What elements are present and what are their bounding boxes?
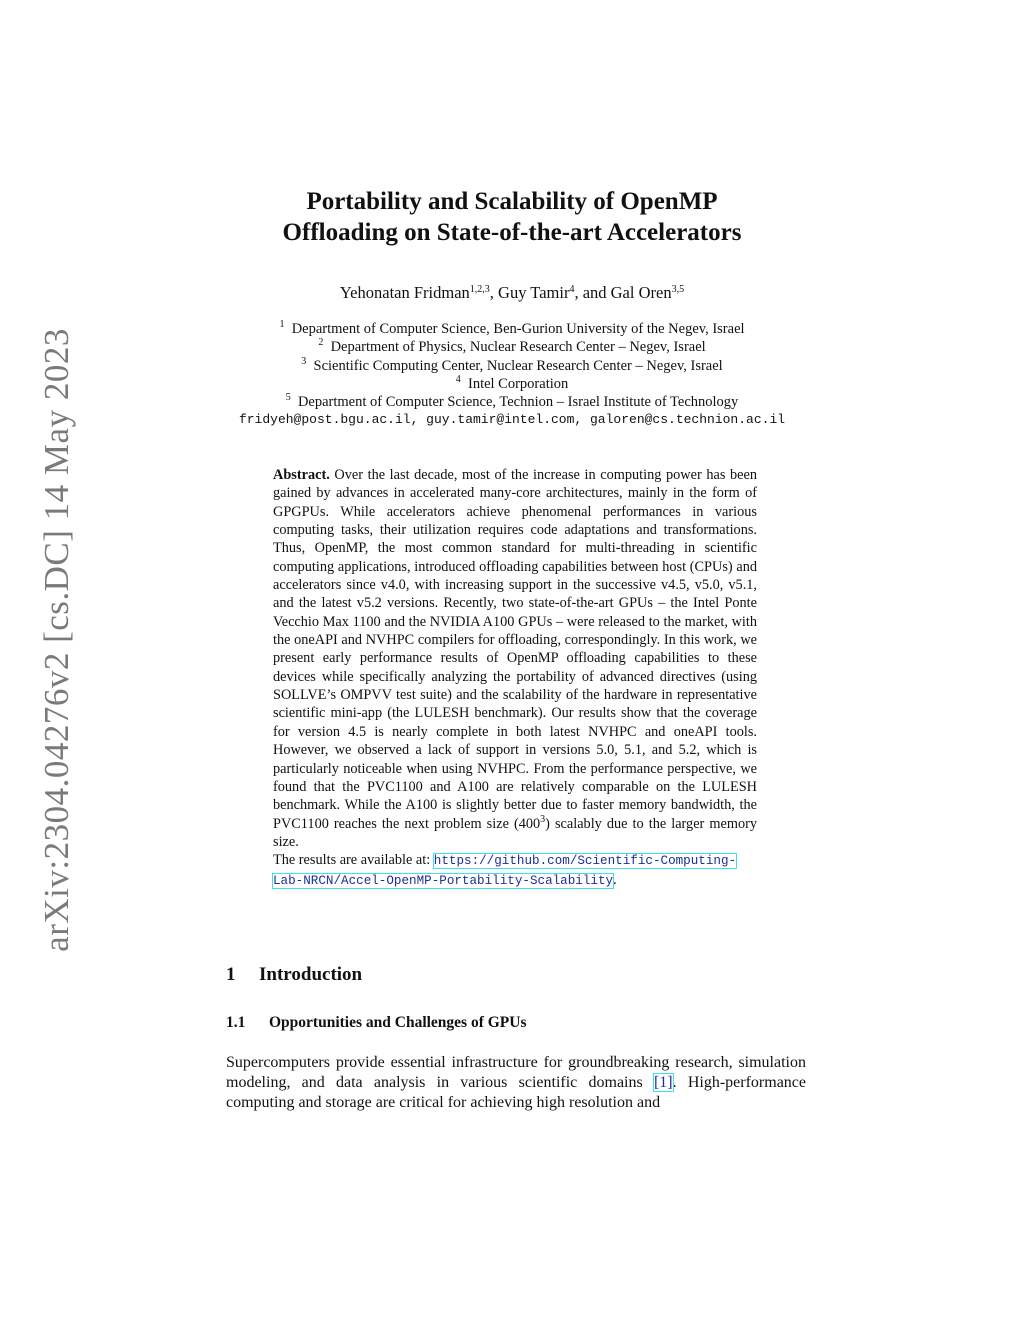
affiliation-number: 1 — [279, 319, 285, 330]
title-line-1: Portability and Scalability of OpenMP — [306, 188, 718, 215]
abstract-label: Abstract. — [273, 467, 330, 483]
paper-title — [0, 186, 1024, 248]
abstract-superscript: 3 — [540, 813, 546, 825]
citation-link[interactable]: [1] — [653, 1074, 673, 1092]
repository-link[interactable]: https://github.com/Scientific-Computing-Lab-NRCN/Accel-OpenMP-Portability-Scalability — [273, 854, 737, 888]
subsection-heading — [226, 1014, 527, 1032]
section-title: Introduction — [259, 964, 363, 985]
abstract-text: Over the last decade, most of the increase in computing power has been gained by advances in accelerated many-core architectures, mainly in the form of GPGPUs. While accelerators achieve phenomenal performances in various computing tasks, their utilization requires code adaptations and transformations. Thus, OpenMP, the most common standard for multi-threading in scientific computing applications, introduced offloading capabilities between host (CPUs) and accelerators since v4.0, with increasing support in the successive v4.5, v5.0, v5.1, and the latest v5.2 versions. Recently, two state-of-the-art GPUs – the Intel Ponte Vecchio Max 1100 and the NVIDIA A100 GPUs – were released to the market, with the oneAPI and NVHPC compilers for offloading, correspondingly. In this work, we present early performance results of OpenMP offloading capabilities to these devices while specifically analyzing the portability of advanced directives (using SOLLVE’s OMPVV test suite) and the scalability of the hardware in representative scientific mini-app (the LULESH benchmark). Our results show that the coverage for version 4.5 is nearly complete in both latest NVHPC and oneAPI tools. However, we observed a lack of support in versions 5.0, 5.1, and 5.2, which is particularly noticeable when using NVHPC. From the performance perspective, we found that the PVC1100 and A100 are relatively comparable on the LULESH benchmark. While the A100 is slightly better due to faster memory bandwidth, the PVC1100 reaches the next problem size (400 — [273, 467, 757, 832]
affiliations — [0, 320, 1024, 430]
abstract-text-end: ) scalably due to the larger memory size. — [273, 815, 757, 850]
affiliation-text: Scientific Computing Center, Nuclear Research Center – Negev, Israel — [313, 357, 723, 374]
affiliation-text: Intel Corporation — [467, 375, 569, 392]
author-emails: fridyeh@post.bgu.ac.il, guy.tamir@intel.com, galoren@cs.technion.ac.il — [238, 412, 786, 428]
author-name: Guy Tamir — [498, 283, 570, 302]
title-line-2: Offloading on State-of-the-art Accelerators — [282, 219, 742, 246]
results-availability — [273, 851, 757, 890]
results-prefix: The results are available at: — [273, 852, 431, 869]
affiliation-number: 3 — [301, 355, 307, 367]
author-affiliation-marker: 1,2,3 — [469, 284, 490, 295]
affiliation-item — [0, 338, 1024, 356]
body-paragraph — [226, 1053, 806, 1114]
author-name: Gal Oren — [610, 283, 672, 302]
subsection-number: 1.1 — [226, 1014, 246, 1031]
affiliation-item — [0, 357, 1024, 375]
abstract — [273, 466, 757, 890]
subsection-title: Opportunities and Challenges of GPUs — [269, 1014, 527, 1031]
author-affiliation-marker: 3,5 — [671, 284, 685, 295]
body-text-start: Supercomputers provide essential infrastructure for groundbreaking research, simulation modeling, and data analysis in various scientific domains — [226, 1054, 806, 1092]
affiliation-text: Department of Computer Science, Ben-Gurion University of the Negev, Israel — [291, 321, 745, 337]
affiliation-text: Department of Computer Science, Technion – Israel Institute of Technology — [297, 394, 739, 411]
affiliation-number: 2 — [318, 337, 324, 349]
author-affiliation-marker: 4 — [569, 284, 575, 295]
author-list: Yehonatan Fridman$^{1,2,3}$, Guy Tamir$^4$, and Gal Oren$^{3,5}$ — [339, 283, 685, 302]
affiliation-text: Department of Physics, Nuclear Research Center – Negev, Israel — [330, 339, 706, 356]
author-conjunction: and — [582, 283, 607, 302]
affiliation-item — [0, 375, 1024, 393]
author-name: Yehonatan Fridman — [339, 283, 470, 302]
arxiv-identifier: arXiv:2304.04276v2 [cs.DC] 14 May 2023 — [37, 328, 76, 952]
affiliation-number: 5 — [285, 392, 291, 404]
body-text-end: . High-performance computing and storage are critical for achieving high resolution and — [226, 1074, 807, 1112]
results-suffix: . — [613, 871, 617, 888]
affiliation-number: 4 — [455, 373, 461, 385]
affiliation-item — [0, 320, 1024, 338]
section-number: 1 — [226, 964, 236, 985]
affiliation-item — [0, 393, 1024, 411]
section-heading — [226, 964, 362, 986]
